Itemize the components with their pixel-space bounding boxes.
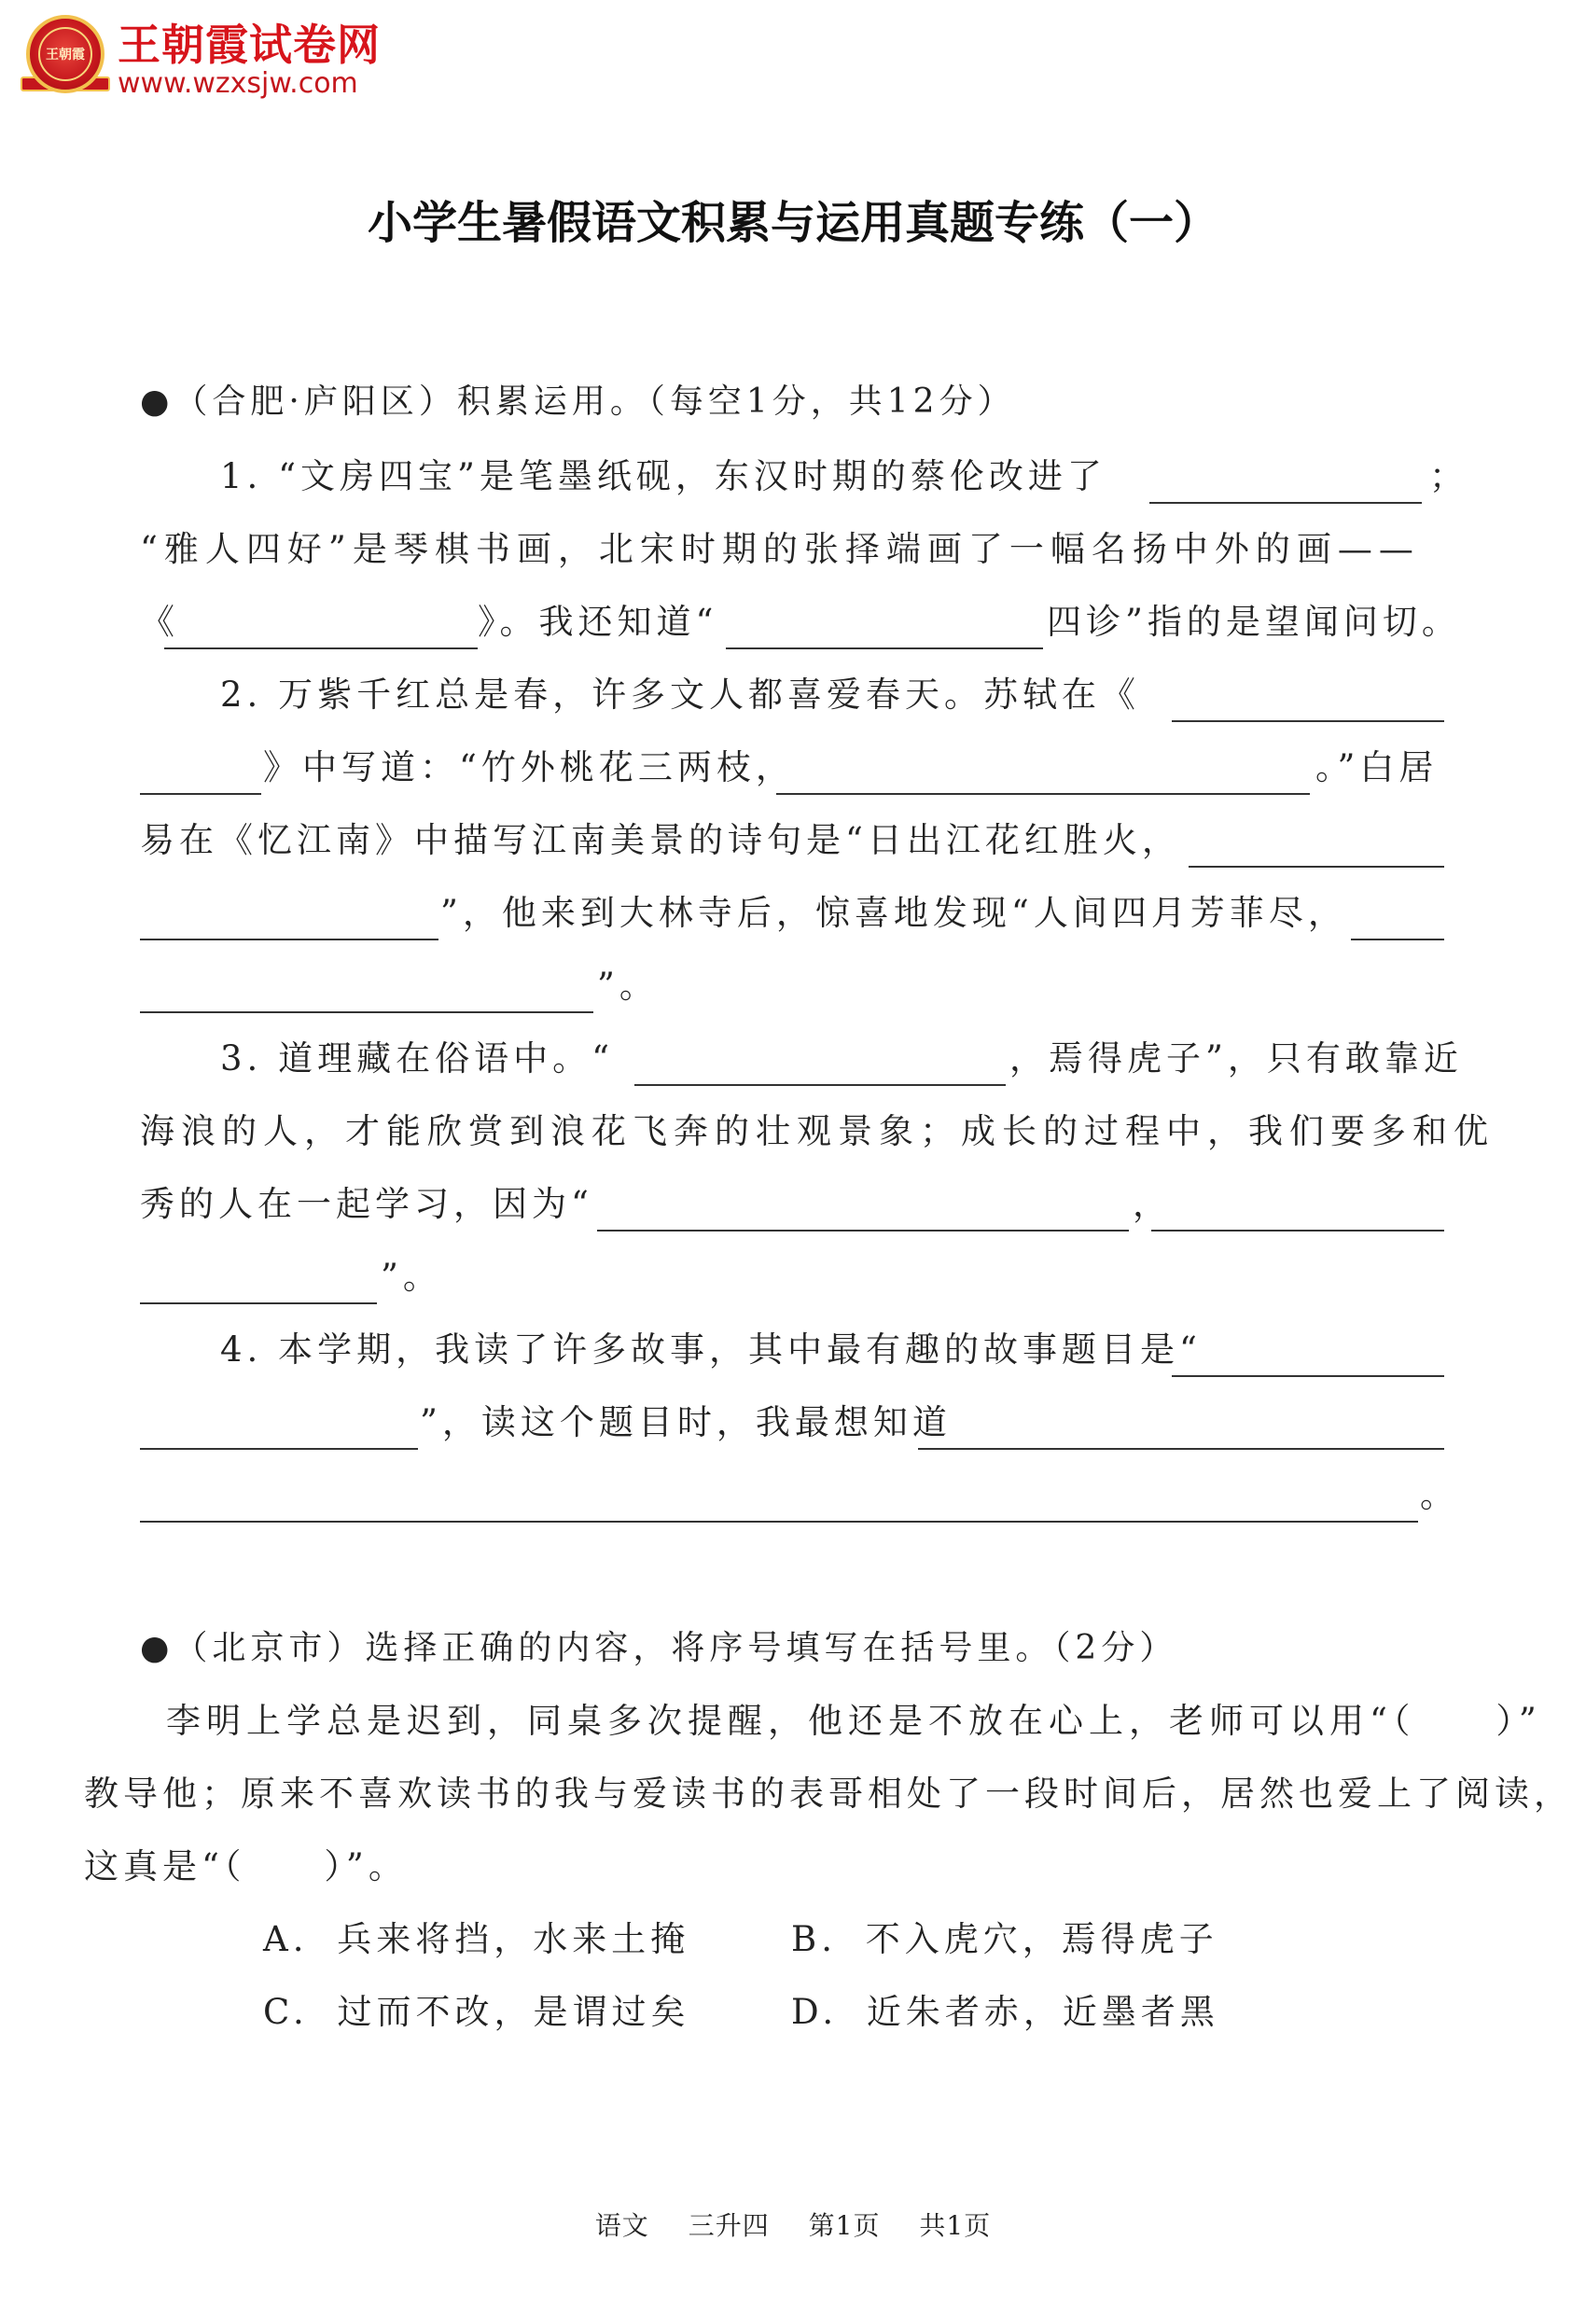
q1-line2: “雅人四好”是琴棋书画，北宋时期的张择端画了一幅名扬中外的画——: [140, 529, 1420, 569]
q2-blank-2[interactable]: [776, 756, 1310, 795]
option-d-text: 近朱者赤，近墨者黑: [866, 1992, 1219, 2032]
q4-blank-2b[interactable]: [140, 1483, 1418, 1523]
q2-line2-end: 。”白居: [1315, 747, 1439, 787]
option-c-text: 过而不改，是谓过矣: [337, 1992, 690, 2032]
seal-text: 王朝霞: [38, 27, 92, 81]
footer-grade: 三升四: [688, 2210, 770, 2241]
seal-emblem-icon: [26, 15, 104, 93]
q1-line1: [220, 453, 1106, 500]
q1-blank-1[interactable]: [1149, 465, 1422, 504]
q1-line3-mid: 》。我还知道“: [478, 602, 718, 642]
q4-blank-1b[interactable]: [140, 1411, 418, 1450]
section2-para-line2: 教导他；原来不喜欢读书的我与爱读书的表哥相处了一段时间后，居然也爱上了阅读，: [84, 1774, 1573, 1814]
option-b[interactable]: [791, 1916, 1218, 1963]
q4-line3-end: 。: [1420, 1475, 1459, 1515]
q2-line4-mid: ”，他来到大林寺后，惊喜地发现“人间四月芳菲尽，: [440, 893, 1347, 933]
q2-blank-4a[interactable]: [1351, 901, 1444, 940]
footer-subject: 语文: [594, 2210, 649, 2241]
option-a[interactable]: [263, 1916, 689, 1963]
section2-heading: ●（北京市）选择正确的内容，将序号填写在括号里。（2分）: [140, 1629, 1178, 1667]
option-a-text: 兵来将挡，水来土掩: [337, 1919, 690, 1959]
q2-blank-1a[interactable]: [1172, 683, 1444, 722]
q2-blank-3a[interactable]: [1189, 828, 1444, 868]
footer-page: 第1页: [808, 2210, 881, 2241]
q3-blank-1[interactable]: [634, 1047, 1006, 1086]
q1-text: 1. “文房四宝”是笔墨纸砚，东汉时期的蔡伦改进了: [220, 456, 1106, 496]
q3-blank-3a[interactable]: [1151, 1192, 1444, 1232]
q2-line1: 2. 万紫千红总是春，许多文人都喜爱春天。苏轼在《: [220, 675, 1141, 715]
site-logo[interactable]: [26, 9, 418, 99]
option-d-label: D.: [791, 1992, 839, 2032]
q1-blank-2[interactable]: [164, 610, 478, 649]
q3-blank-3b[interactable]: [140, 1265, 377, 1304]
q1-bracket-open: 《: [140, 602, 179, 642]
q1-blank-3[interactable]: [726, 610, 1043, 649]
q2-blank-3b[interactable]: [140, 901, 438, 940]
q2-line5-end: ”。: [597, 966, 659, 1006]
option-b-label: B.: [791, 1919, 837, 1959]
q3-line1-end: ，焉得虎子”，只有敢靠近: [1009, 1038, 1463, 1079]
q3-line4-end: ”。: [381, 1257, 442, 1297]
q2-blank-1b[interactable]: [140, 756, 261, 795]
q1-line3-end: 四诊”指的是望闻问切。: [1047, 602, 1461, 642]
q2-blank-4b[interactable]: [140, 974, 593, 1013]
q3-blank-2[interactable]: [597, 1192, 1129, 1232]
section1-heading: ●（合肥·庐阳区）积累运用。（每空1分，共12分）: [140, 383, 1016, 421]
page-title: 小学生暑假语文积累与运用真题专练（一）: [367, 197, 1218, 249]
option-b-text: 不入虎穴，焉得虎子: [865, 1919, 1218, 1959]
q4-line2-mid: ”，读这个题目时，我最想知道: [420, 1402, 952, 1442]
section2-para-line3: 这真是“（ ）”。: [84, 1846, 408, 1886]
q4-line1: 4. 本学期，我读了许多故事，其中最有趣的故事题目是“: [220, 1329, 1202, 1370]
q3-line3-start: 秀的人在一起学习，因为“: [140, 1184, 593, 1224]
q3-line2: 海浪的人，才能欣赏到浪花飞奔的壮观景象；成长的过程中，我们要多和优: [140, 1111, 1495, 1151]
brand-url[interactable]: www.wzxsjw.com: [118, 67, 358, 100]
page-footer: [0, 2206, 1586, 2243]
option-d[interactable]: [791, 1989, 1219, 2036]
q4-blank-2a[interactable]: [918, 1411, 1444, 1450]
q4-blank-1a[interactable]: [1172, 1338, 1444, 1377]
option-c[interactable]: [263, 1989, 690, 2036]
option-c-label: C.: [263, 1992, 309, 2032]
q2-line3: 易在《忆江南》中描写江南美景的诗句是“日出江花红胜火，: [140, 820, 1181, 860]
brand-name: 王朝霞试卷网: [118, 20, 381, 70]
footer-total: 共1页: [919, 2210, 992, 2241]
q2-line2-mid: 》中写道：“竹外桃花三两枝，: [263, 747, 795, 787]
q3-line3-mid: ，: [1133, 1184, 1172, 1224]
q1-line1-end: ；: [1429, 456, 1468, 496]
section2-para-line1: 李明上学总是迟到，同桌多次提醒，他还是不放在心上，老师可以用“（ ）”: [166, 1701, 1542, 1741]
q3-line1-start: 3. 道理藏在俗语中。“: [220, 1038, 614, 1079]
option-a-label: A.: [263, 1919, 309, 1959]
